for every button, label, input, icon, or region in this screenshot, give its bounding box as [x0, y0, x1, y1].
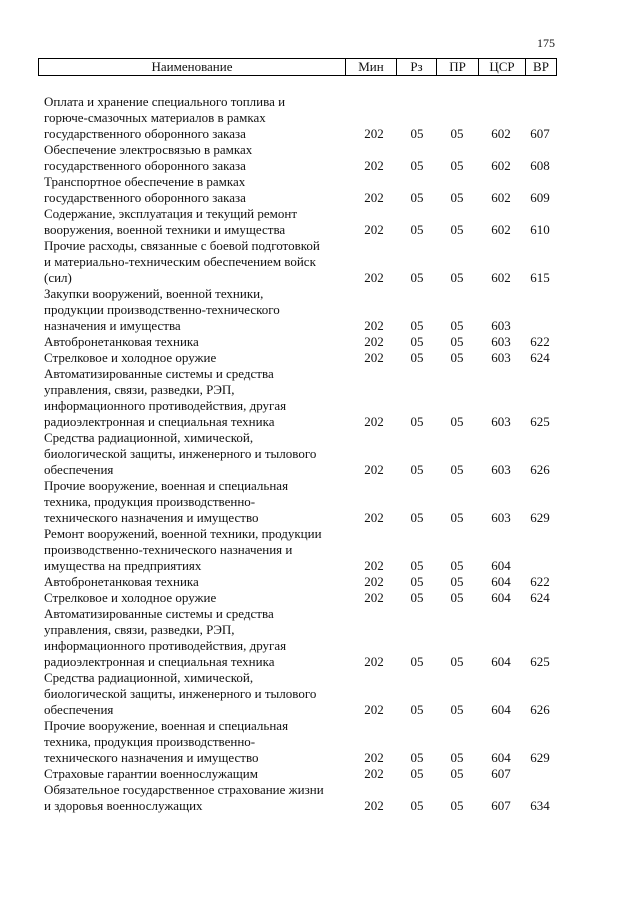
row-csr: 604: [491, 702, 511, 717]
row-rz: 05: [410, 126, 424, 141]
row-min: 202: [364, 318, 384, 333]
row-vr: 629: [530, 510, 550, 525]
row-rz: 05: [410, 750, 424, 765]
row-pr: 05: [450, 414, 464, 429]
row-rz: 05: [410, 654, 424, 669]
header-pr: ПР: [437, 59, 479, 75]
row-min: 202: [364, 190, 384, 205]
page-number: 175: [537, 36, 555, 50]
row-name: Ремонт вооружений, военной техники, продукции производственно-технического назначения и имущества на предприятиях: [44, 526, 322, 573]
row-name: Автоматизированные системы и средства управления, связи, разведки, РЭП, информационного противодействия, другая радиоэлектронная и специальная техника: [44, 606, 287, 669]
row-rz: 05: [410, 510, 424, 525]
row-min: 202: [364, 270, 384, 285]
table-row: [0, 718, 640, 766]
table-row: [0, 606, 640, 670]
row-csr: 602: [491, 190, 511, 205]
row-csr: 602: [491, 126, 511, 141]
row-pr: 05: [450, 654, 464, 669]
table-row: [0, 142, 640, 174]
header-rz: Рз: [397, 59, 437, 75]
row-pr: 05: [450, 798, 464, 813]
table-header: [38, 58, 557, 76]
table-row: [0, 238, 640, 286]
row-min: 202: [364, 510, 384, 525]
table-row: [0, 782, 640, 814]
row-min: 202: [364, 702, 384, 717]
row-vr: 625: [530, 414, 550, 429]
row-vr: 626: [530, 462, 550, 477]
row-csr: 604: [491, 654, 511, 669]
row-rz: 05: [410, 766, 424, 781]
header-csr: ЦСР: [479, 59, 526, 75]
row-pr: 05: [450, 766, 464, 781]
row-pr: 05: [450, 574, 464, 589]
row-pr: 05: [450, 510, 464, 525]
row-name: Стрелковое и холодное оружие: [44, 590, 217, 605]
row-min: 202: [364, 654, 384, 669]
row-csr: 602: [491, 158, 511, 173]
row-vr: 609: [530, 190, 550, 205]
row-csr: 602: [491, 222, 511, 237]
row-rz: 05: [410, 334, 424, 349]
row-rz: 05: [410, 190, 424, 205]
row-rz: 05: [410, 574, 424, 589]
row-name: Прочие вооружение, военная и специальная техника, продукция производственно-технического назначения и имущество: [44, 478, 289, 525]
row-name: Средства радиационной, химической, биологической защиты, инженерного и тылового обеспечения: [44, 670, 317, 717]
row-rz: 05: [410, 222, 424, 237]
row-rz: 05: [410, 462, 424, 477]
row-pr: 05: [450, 350, 464, 365]
row-csr: 602: [491, 270, 511, 285]
row-vr: 634: [530, 798, 550, 813]
table-row: [0, 366, 640, 430]
row-vr: 625: [530, 654, 550, 669]
row-rz: 05: [410, 558, 424, 573]
row-pr: 05: [450, 558, 464, 573]
row-pr: 05: [450, 318, 464, 333]
table-row: [0, 526, 640, 574]
row-name: Страховые гарантии военнослужащим: [44, 766, 258, 781]
row-csr: 603: [491, 462, 511, 477]
row-vr: 615: [530, 270, 550, 285]
row-csr: 604: [491, 558, 511, 573]
row-min: 202: [364, 798, 384, 813]
row-pr: 05: [450, 190, 464, 205]
row-min: 202: [364, 750, 384, 765]
row-name: Прочие вооружение, военная и специальная техника, продукция производственно-технического назначения и имущество: [44, 718, 289, 765]
row-name: Содержание, эксплуатация и текущий ремонт вооружения, военной техники и имущества: [44, 206, 298, 237]
row-min: 202: [364, 766, 384, 781]
row-name: Обеспечение электросвязью в рамках государственного оборонного заказа: [44, 142, 253, 173]
row-vr: 622: [530, 334, 550, 349]
row-name: Закупки вооружений, военной техники, продукции производственно-технического назначения и имущества: [44, 286, 280, 333]
row-csr: 603: [491, 334, 511, 349]
row-rz: 05: [410, 590, 424, 605]
row-csr: 603: [491, 414, 511, 429]
row-pr: 05: [450, 270, 464, 285]
table-row: [0, 670, 640, 718]
row-min: 202: [364, 590, 384, 605]
table-row: [0, 766, 640, 782]
table-row: [0, 350, 640, 366]
row-csr: 604: [491, 590, 511, 605]
row-pr: 05: [450, 702, 464, 717]
table-row: [0, 94, 640, 142]
row-vr: 624: [530, 350, 550, 365]
row-pr: 05: [450, 222, 464, 237]
row-rz: 05: [410, 702, 424, 717]
row-rz: 05: [410, 158, 424, 173]
header-vr: ВР: [533, 59, 549, 74]
row-vr: 626: [530, 702, 550, 717]
row-vr: 629: [530, 750, 550, 765]
table-row: [0, 590, 640, 606]
row-vr: 622: [530, 574, 550, 589]
row-csr: 607: [491, 766, 511, 781]
row-csr: 604: [491, 750, 511, 765]
table-body: [0, 94, 640, 814]
row-min: 202: [364, 462, 384, 477]
row-pr: 05: [450, 126, 464, 141]
row-name: Оплата и хранение специального топлива и горюче-смазочных материалов в рамках государственного оборонного заказа: [44, 94, 286, 141]
row-csr: 603: [491, 350, 511, 365]
table-row: [0, 174, 640, 206]
row-pr: 05: [450, 462, 464, 477]
row-vr: 610: [530, 222, 550, 237]
row-pr: 05: [450, 158, 464, 173]
row-name: Средства радиационной, химической, биологической защиты, инженерного и тылового обеспечения: [44, 430, 317, 477]
row-name: Транспортное обеспечение в рамках государственного оборонного заказа: [44, 174, 246, 205]
row-name: Автоматизированные системы и средства управления, связи, разведки, РЭП, информационного противодействия, другая радиоэлектронная и специальная техника: [44, 366, 287, 429]
table-row: [0, 334, 640, 350]
row-csr: 604: [491, 574, 511, 589]
row-min: 202: [364, 334, 384, 349]
header-min: Мин: [346, 59, 397, 75]
row-rz: 05: [410, 270, 424, 285]
row-min: 202: [364, 158, 384, 173]
row-name: Прочие расходы, связанные с боевой подготовкой и материально-техническим обеспечением войск (сил): [44, 238, 320, 285]
row-rz: 05: [410, 798, 424, 813]
row-name: Автобронетанковая техника: [44, 334, 199, 349]
table-row: [0, 206, 640, 238]
row-min: 202: [364, 222, 384, 237]
row-csr: 603: [491, 510, 511, 525]
row-csr: 603: [491, 318, 511, 333]
row-min: 202: [364, 414, 384, 429]
table-row: [0, 286, 640, 334]
row-rz: 05: [410, 318, 424, 333]
row-name: Стрелковое и холодное оружие: [44, 350, 217, 365]
row-rz: 05: [410, 414, 424, 429]
table-row: [0, 574, 640, 590]
row-min: 202: [364, 558, 384, 573]
row-vr: 624: [530, 590, 550, 605]
table-row: [0, 478, 640, 526]
row-vr: 608: [530, 158, 550, 173]
row-name: Автобронетанковая техника: [44, 574, 199, 589]
row-csr: 607: [491, 798, 511, 813]
row-min: 202: [364, 350, 384, 365]
row-rz: 05: [410, 350, 424, 365]
row-min: 202: [364, 126, 384, 141]
row-pr: 05: [450, 590, 464, 605]
row-min: 202: [364, 574, 384, 589]
row-vr: 607: [530, 126, 550, 141]
row-pr: 05: [450, 334, 464, 349]
header-name: Наименование: [39, 59, 346, 75]
row-name: Обязательное государственное страхование жизни и здоровья военнослужащих: [44, 782, 324, 813]
table-row: [0, 430, 640, 478]
row-pr: 05: [450, 750, 464, 765]
